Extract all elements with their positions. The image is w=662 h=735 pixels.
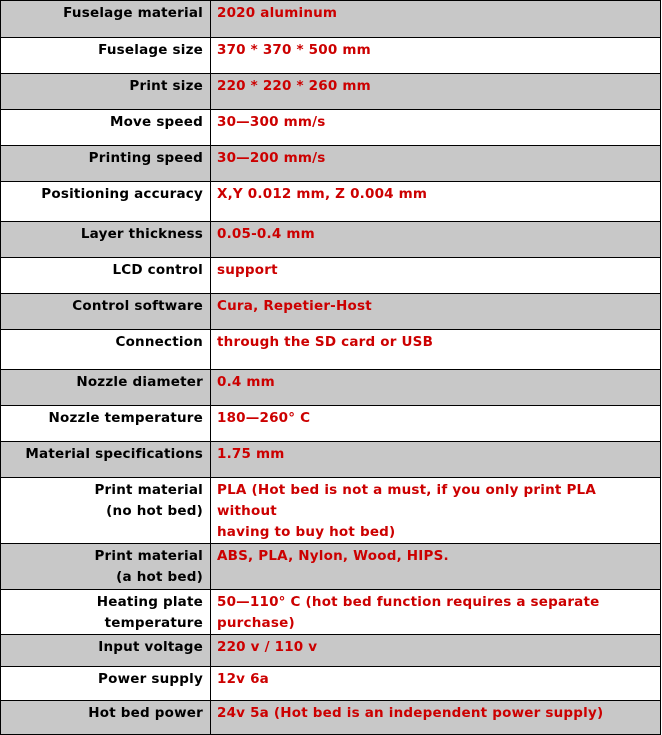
row-value: support [211,258,661,294]
row-value: ABS, PLA, Nylon, Wood, HIPS. [211,544,661,590]
table-row [1,1,661,38]
row-value: 30—200 mm/s [211,146,661,182]
row-label: Input voltage [1,635,211,667]
table-row [1,590,661,635]
row-label: Material specifications [1,442,211,478]
row-value: 2020 aluminum [211,1,661,38]
row-label: LCD control [1,258,211,294]
table-row [1,406,661,442]
table-row [1,258,661,294]
row-value: 50—110° C (hot bed function requires a separate purchase) [211,590,661,635]
table-row [1,146,661,182]
table-row [1,330,661,370]
table-row [1,110,661,146]
row-label: Print size [1,74,211,110]
row-label-line1: Print material [94,548,203,564]
row-label: Hot bed power [1,701,211,735]
row-label: Move speed [1,110,211,146]
row-label: Printing speed [1,146,211,182]
table-row [1,38,661,74]
row-value-line2: having to buy hot bed) [217,524,396,540]
row-label: Nozzle temperature [1,406,211,442]
row-label: Heating plate temperature [1,590,211,635]
row-label-line1: Print material [94,482,203,498]
row-value: 370 * 370 * 500 mm [211,38,661,74]
row-value: 0.4 mm [211,370,661,406]
row-value: 180—260° C [211,406,661,442]
row-label [1,478,211,544]
row-value: X,Y 0.012 mm, Z 0.004 mm [211,182,661,222]
row-label: Connection [1,330,211,370]
row-label-line2: (a hot bed) [116,569,203,585]
row-value: 30—300 mm/s [211,110,661,146]
table-row [1,222,661,258]
row-label: Fuselage material [1,1,211,38]
table-row [1,182,661,222]
row-value: through the SD card or USB [211,330,661,370]
row-value: 220 * 220 * 260 mm [211,74,661,110]
row-value: 220 v / 110 v [211,635,661,667]
row-value [211,478,661,544]
row-value-line1: PLA (Hot bed is not a must, if you only print PLA without [217,482,596,519]
row-label: Power supply [1,667,211,701]
row-label: Control software [1,294,211,330]
row-value: Cura, Repetier-Host [211,294,661,330]
row-label: Layer thickness [1,222,211,258]
table-row [1,370,661,406]
row-label: Fuselage size [1,38,211,74]
table-row [1,667,661,701]
table-row [1,478,661,544]
table-row [1,544,661,590]
row-value: 24v 5a (Hot bed is an independent power supply) [211,701,661,735]
row-label-line2: (no hot bed) [106,503,203,519]
row-label: Positioning accuracy [1,182,211,222]
table-row [1,74,661,110]
row-label [1,544,211,590]
row-label: Nozzle diameter [1,370,211,406]
table-row [1,442,661,478]
row-value: 1.75 mm [211,442,661,478]
row-value: 0.05-0.4 mm [211,222,661,258]
table-row [1,635,661,667]
table-row [1,294,661,330]
row-value: 12v 6a [211,667,661,701]
